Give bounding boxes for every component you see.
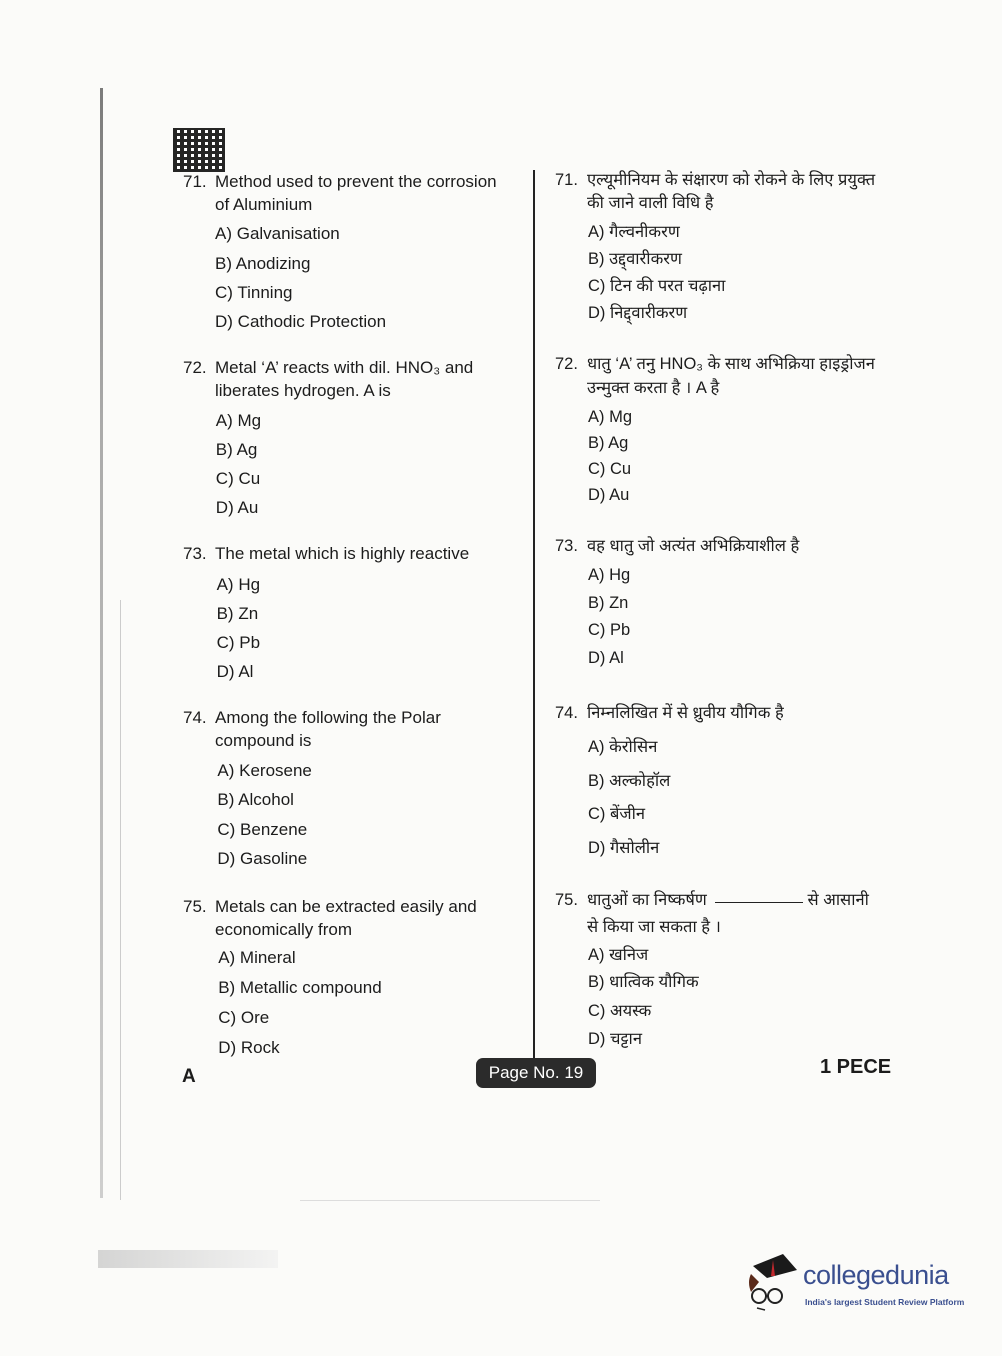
english-q74-option-b: B) Alcohol: [217, 790, 294, 809]
question-number: 71.: [555, 171, 578, 189]
mascot-icon: [745, 1252, 800, 1312]
logo-wordmark: collegedunia: [803, 1260, 949, 1290]
hindi-q73-option-c: C) Pb: [588, 621, 631, 639]
collegedunia-logo: [745, 1250, 975, 1320]
question-number: 73.: [555, 537, 578, 555]
english-q72-option-a: A) Mg: [215, 411, 262, 430]
question-number: 74.: [183, 708, 207, 727]
english-question-71-line: [215, 195, 312, 215]
question-text: compound is: [215, 731, 312, 750]
question-text: धातु ‘A’ तनु HNO₃ के साथ अभिक्रिया हाइड्रोजन: [587, 355, 875, 373]
hindi-question-71-line: [587, 193, 714, 213]
hindi-q74-option-a: A) केरोसिन: [588, 738, 658, 756]
question-number: 73.: [183, 544, 207, 563]
qr-code-icon: [173, 128, 225, 172]
hindi-question-74-line: [555, 703, 784, 723]
hindi-question-75-line: [555, 890, 869, 910]
question-text: धातुओं का निष्कर्षण: [587, 891, 712, 909]
english-q72-option-d: D) Au: [215, 498, 259, 517]
question-number: 75.: [183, 897, 207, 916]
english-question-72-line: [183, 358, 473, 378]
question-number: 71.: [183, 172, 207, 191]
paper-code: 1 PECE: [820, 1056, 892, 1078]
question-text: Metals can be extracted easily and: [215, 897, 477, 916]
question-text: उन्मुक्त करता है । A है: [587, 379, 720, 397]
english-question-74-line: [215, 731, 311, 751]
scan-edge-faint: [120, 600, 121, 1200]
question-text: Method used to prevent the corrosion: [215, 172, 497, 191]
question-text: वह धातु जो अत्यंत अभिक्रियाशील है: [587, 537, 800, 555]
english-q73-option-d: D) Al: [216, 662, 254, 681]
question-text: से किया जा सकता है ।: [587, 918, 721, 936]
english-question-71-line: [183, 172, 497, 192]
hindi-q72-option-b: B) Ag: [588, 434, 629, 452]
page-number-badge: Page No. 19: [476, 1058, 596, 1088]
english-q75-option-b: B) Metallic compound: [218, 978, 382, 997]
question-number: 72.: [555, 355, 578, 373]
hindi-question-72-line: [587, 378, 719, 398]
english-q73-option-a: A) Hg: [216, 575, 261, 594]
hindi-q73-option-b: B) Zn: [588, 594, 629, 612]
question-text: Among the following the Polar: [215, 708, 441, 727]
english-q73-option-b: B) Zn: [216, 604, 259, 623]
english-question-74-line: [183, 708, 441, 728]
hindi-q75-option-c: C) अयस्क: [588, 1002, 652, 1020]
english-question-75-line: [215, 920, 352, 940]
english-question-72-line: [215, 381, 391, 401]
english-q75-option-c: C) Ore: [218, 1008, 270, 1027]
english-q74-option-d: D) Gasoline: [217, 849, 308, 868]
english-question-75-line: [183, 897, 477, 917]
hindi-q75-option-d: D) चट्टान: [588, 1030, 642, 1048]
question-text: निम्नलिखित में से ध्रुवीय यौगिक है: [587, 704, 784, 722]
english-q71-option-d: D) Cathodic Protection: [215, 312, 387, 331]
question-text: The metal which is highly reactive: [215, 544, 470, 563]
hindi-q74-option-d: D) गैसोलीन: [588, 839, 660, 857]
hindi-question-71-line: [555, 170, 875, 190]
hindi-q72-option-c: C) Cu: [588, 460, 632, 478]
scan-smudge: [98, 1250, 278, 1268]
scan-edge: [100, 88, 103, 1198]
english-q75-option-d: D) Rock: [218, 1038, 280, 1057]
question-text: economically from: [215, 920, 352, 939]
english-q74-option-a: A) Kerosene: [217, 761, 312, 780]
question-number: 75.: [555, 891, 578, 909]
hindi-q75-option-a: A) खनिज: [588, 946, 649, 964]
hindi-q75-option-b: B) धात्विक यौगिक: [588, 973, 699, 991]
english-q71-option-a: A) Galvanisation: [215, 224, 340, 243]
hindi-q72-option-a: A) Mg: [588, 408, 633, 426]
hindi-q71-option-b: B) उद्द्वारीकरण: [588, 250, 682, 268]
hindi-question-73-line: [555, 536, 799, 556]
english-q74-option-c: C) Benzene: [217, 820, 308, 839]
hindi-q74-option-b: B) अल्कोहॉल: [588, 772, 671, 790]
fill-in-blank: [715, 902, 803, 903]
hindi-question-72-line: [555, 354, 875, 374]
hindi-question-75-line: [587, 917, 721, 937]
question-text: of Aluminium: [215, 195, 313, 214]
question-text: की जाने वाली विधि है: [587, 194, 714, 212]
english-question-73-line: [183, 544, 469, 564]
english-q75-option-a: A) Mineral: [218, 948, 296, 967]
hindi-q71-option-a: A) गैल्वनीकरण: [588, 223, 680, 241]
question-text: एल्यूमीनियम के संक्षारण को रोकने के लिए प्रयुक्त: [587, 171, 876, 189]
question-text: Metal ‘A’ reacts with dil. HNO₃ and: [215, 358, 474, 377]
english-q71-option-b: B) Anodizing: [215, 254, 311, 273]
scan-line: [300, 1200, 600, 1201]
hindi-q71-option-d: D) निद्द्वारीकरण: [588, 304, 688, 322]
question-text: liberates hydrogen. A is: [215, 381, 391, 400]
english-q71-option-c: C) Tinning: [215, 283, 293, 302]
english-q72-option-c: C) Cu: [215, 469, 261, 488]
question-number: 72.: [183, 358, 207, 377]
hindi-q73-option-d: D) Al: [588, 649, 624, 667]
set-label: A: [182, 1066, 196, 1087]
question-number: 74.: [555, 704, 578, 722]
english-q72-option-b: B) Ag: [215, 440, 258, 459]
logo-tagline: India's largest Student Review Platform: [805, 1297, 965, 1307]
question-text-suffix: से आसानी: [807, 891, 869, 909]
hindi-q71-option-c: C) टिन की परत चढ़ाना: [588, 277, 726, 295]
hindi-q72-option-d: D) Au: [588, 486, 630, 504]
column-divider: [533, 170, 535, 1058]
english-q73-option-c: C) Pb: [216, 633, 261, 652]
hindi-q74-option-c: C) बेंजीन: [588, 805, 646, 823]
hindi-q73-option-a: A) Hg: [588, 566, 631, 584]
